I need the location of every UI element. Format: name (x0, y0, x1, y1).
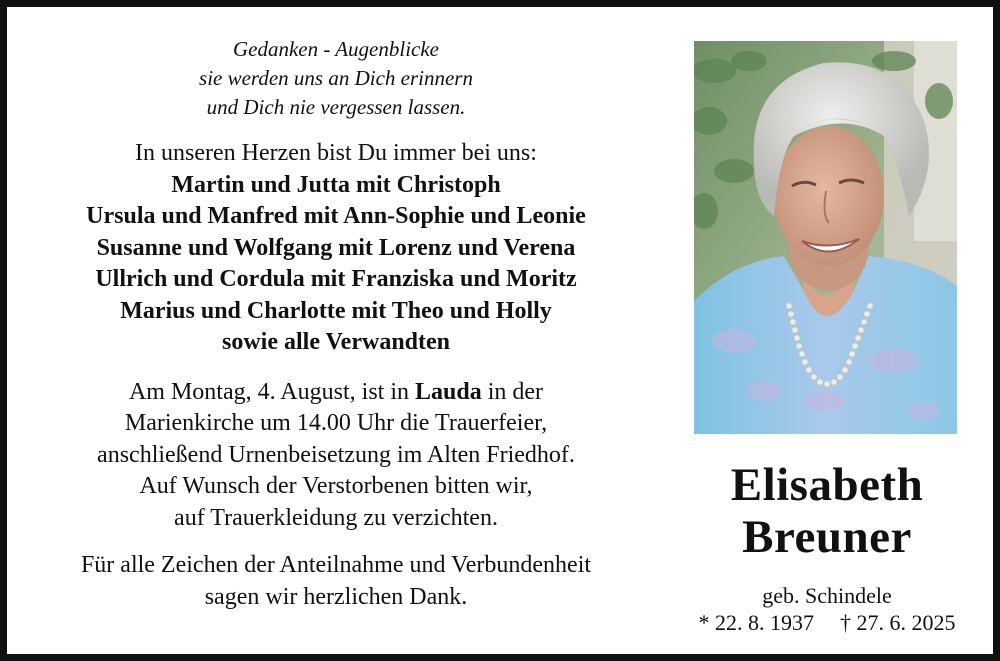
verse-line: sie werden uns an Dich erinnern (199, 66, 473, 90)
service-line: Auf Wunsch der Verstorbenen bitten wir, (139, 473, 533, 499)
memorial-verse (21, 35, 651, 122)
deceased-name-block (662, 459, 992, 637)
notice-text-column (21, 35, 651, 613)
service-text: Am Montag, 4. August, ist in (128, 378, 415, 405)
service-line (21, 377, 651, 409)
portrait-illustration (694, 41, 957, 434)
verse-line: Gedanken - Augenblicke (232, 37, 440, 61)
mourner-line: Ullrich und Cordula mit Franziska und Moritz (95, 266, 577, 292)
service-place: Lauda (415, 378, 482, 405)
mourner-line: Martin und Jutta mit Christoph (171, 171, 501, 198)
thanks-line: Für alle Zeichen der Anteilnahme und Verbundenheit (80, 552, 592, 578)
service-line: auf Trauerkleidung zu verzichten. (174, 504, 498, 531)
death-date: † 27. 6. 2025 (840, 610, 956, 635)
mourner-line: Susanne und Wolfgang mit Lorenz und Verena (96, 234, 576, 261)
verse-line: und Dich nie vergessen lassen. (206, 95, 466, 119)
life-dates (662, 609, 992, 637)
mourner-line: sowie alle Verwandten (222, 329, 450, 355)
thanks-note (21, 550, 651, 613)
deceased-last-name: Breuner (742, 511, 912, 563)
service-text: in der (481, 378, 544, 405)
mourner-line: Ursula und Manfred mit Ann-Sophie und Leonie (86, 203, 586, 229)
birth-date: * 22. 8. 1937 (698, 610, 814, 635)
service-line: Marienkirche um 14.00 Uhr die Trauerfeier, (124, 410, 548, 436)
family-mourners (21, 138, 651, 359)
family-intro: In unseren Herzen bist Du immer bei uns: (135, 140, 537, 166)
portrait-photo (694, 41, 957, 434)
funeral-service-info (21, 377, 651, 535)
thanks-line: sagen wir herzlichen Dank. (204, 583, 468, 610)
deceased-first-name: Elisabeth (730, 459, 924, 511)
service-line: anschließend Urnenbeisetzung im Alten Friedhof. (97, 441, 575, 468)
mourner-line: Marius und Charlotte mit Theo und Holly (120, 297, 552, 324)
maiden-name: geb. Schindele (762, 583, 892, 608)
